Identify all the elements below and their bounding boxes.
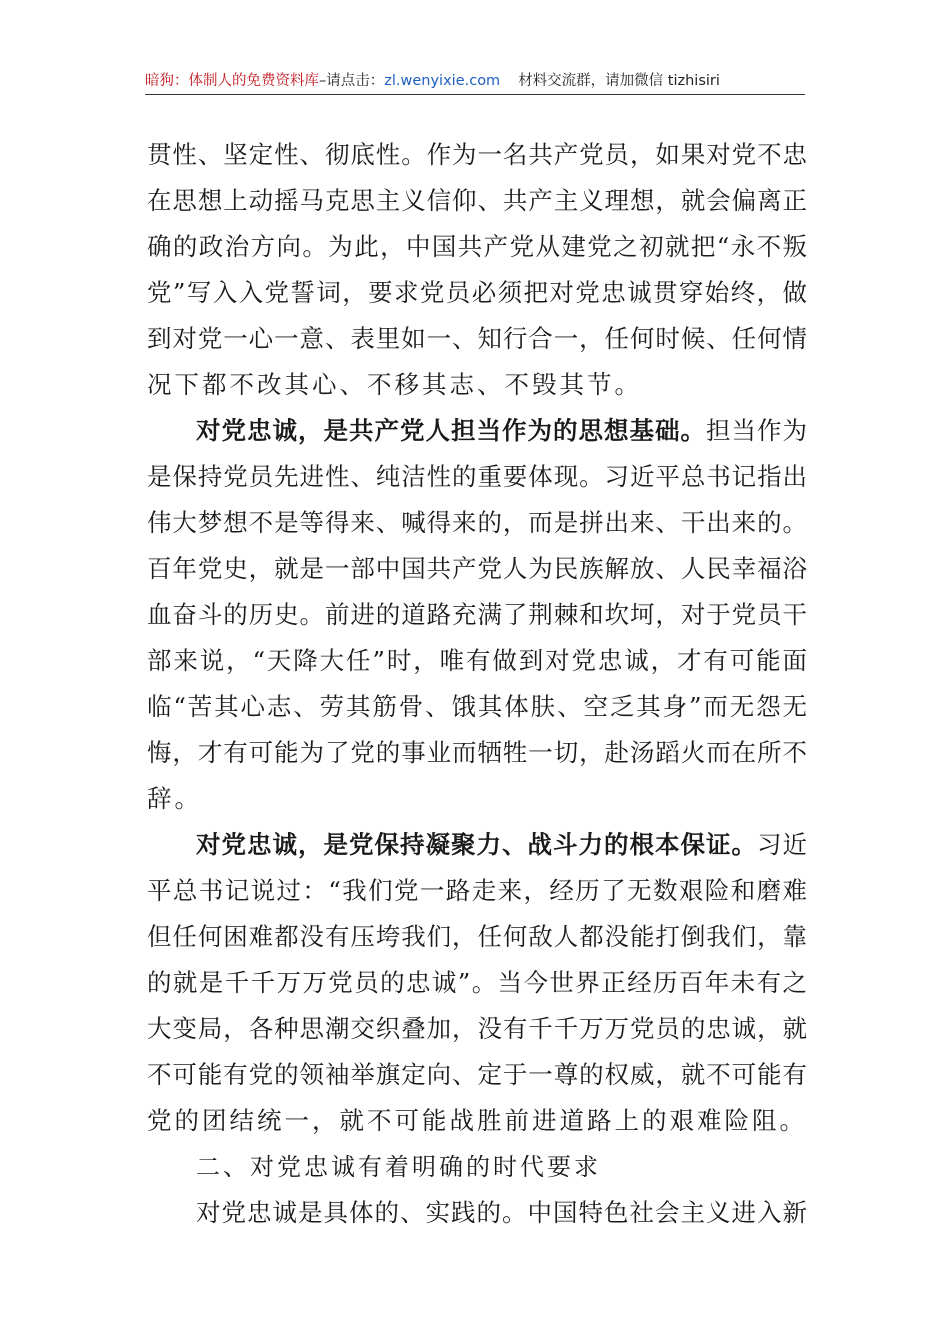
text-line: 贯性、坚定性、彻底性。作为一名共产党员，如果对党不忠 bbox=[147, 140, 807, 169]
text-line: 平总书记说过：“我们党一路走来，经历了无数艰险和磨难 bbox=[147, 876, 807, 905]
text-line: 况下都不改其心、不移其志、不毁其节。 bbox=[147, 370, 642, 399]
header-prompt: –请点击： bbox=[319, 73, 385, 89]
header-brand: 暗狗：体制人的免费资料库 bbox=[145, 73, 319, 89]
paragraph-lead-rest: 习近 bbox=[757, 830, 807, 859]
page-header bbox=[145, 70, 805, 92]
paragraph-lead-rest: 担当作为 bbox=[706, 416, 807, 445]
text-line: 但任何困难都没有压垮我们，任何敌人都没能打倒我们，靠 bbox=[147, 922, 807, 951]
text-line: 党”写入入党誓词，要求党员必须把对党忠诚贯穿始终，做 bbox=[147, 278, 807, 307]
section-heading: 二、对党忠诚有着明确的时代要求 bbox=[196, 1153, 601, 1181]
text-line: 到对党一心一意、表里如一、知行合一，任何时候、任何情 bbox=[147, 324, 807, 353]
paragraph-lead-line bbox=[147, 408, 807, 454]
header-link[interactable]: zl.wenyixie.com bbox=[384, 73, 501, 89]
paragraph-lead-line bbox=[147, 822, 807, 868]
text-line: 大变局，各种思潮交织叠加，没有千千万万党员的忠诚，就 bbox=[147, 1014, 807, 1043]
text-line: 部来说，“天降大任”时，唯有做到对党忠诚，才有可能面 bbox=[147, 646, 807, 675]
text-line: 百年党史，就是一部中国共产党人为民族解放、人民幸福浴 bbox=[147, 554, 807, 583]
text-line: 不可能有党的领袖举旗定向、定于一尊的权威，就不可能有 bbox=[147, 1060, 807, 1089]
header-divider bbox=[145, 94, 805, 95]
text-line: 血奋斗的历史。前进的道路充满了荆棘和坎坷，对于党员干 bbox=[147, 600, 807, 629]
text-line: 辞。 bbox=[147, 784, 202, 813]
text-line: 的就是千千万万党员的忠诚”。当今世界正经历百年未有之 bbox=[147, 968, 807, 997]
text-line: 临“苦其心志、劳其筋骨、饿其体肤、空乏其身”而无怨无 bbox=[147, 692, 807, 721]
text-line: 党的团结统一，就不可能战胜前进道路上的艰难险阻。 bbox=[147, 1106, 807, 1135]
text-line: 是保持党员先进性、纯洁性的重要体现。习近平总书记指出 bbox=[147, 462, 807, 491]
text-line: 确的政治方向。为此，中国共产党从建党之初就把“永不叛 bbox=[147, 232, 807, 261]
document-body bbox=[147, 132, 807, 1236]
header-wechat-note: 材料交流群，请加微信 tizhisiri bbox=[518, 73, 720, 89]
paragraph-bold-lead: 对党忠诚，是共产党人担当作为的思想基础。 bbox=[196, 416, 706, 445]
text-line: 对党忠诚是具体的、实践的。中国特色社会主义进入新 bbox=[196, 1198, 807, 1227]
text-line: 伟大梦想不是等得来、喊得来的，而是拼出来、干出来的。 bbox=[147, 508, 807, 537]
text-line: 在思想上动摇马克思主义信仰、共产主义理想，就会偏离正 bbox=[147, 186, 807, 215]
paragraph-bold-lead: 对党忠诚，是党保持凝聚力、战斗力的根本保证。 bbox=[196, 830, 757, 859]
text-line: 悔，才有可能为了党的事业而牺牲一切，赴汤蹈火而在所不 bbox=[147, 738, 807, 767]
